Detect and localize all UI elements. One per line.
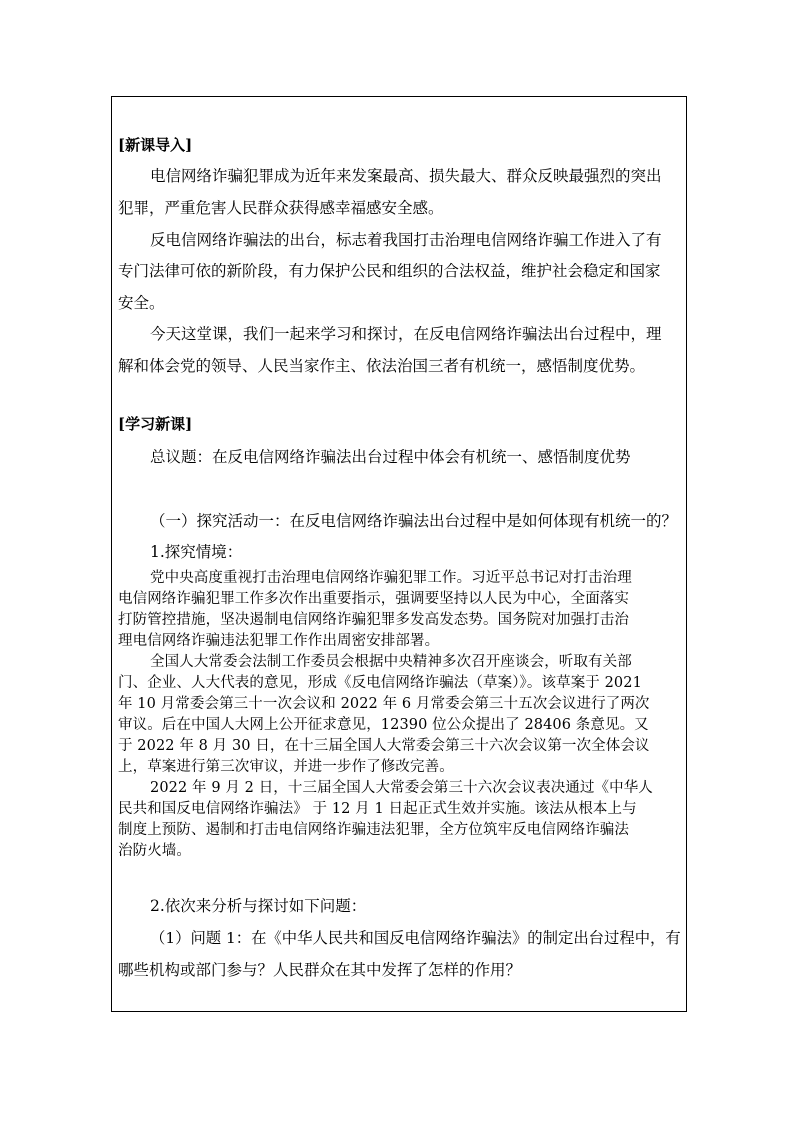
scenario-para1-line4: 理电信网络诈骗违法犯罪工作作出周密安排部署。	[118, 633, 440, 649]
scenario-para1-line1: 党中央高度重视打击治理电信网络诈骗犯罪工作。习近平总书记对打击治理	[150, 570, 632, 586]
scenario-para2-line1: 全国人大常委会法制工作委员会根据中央精神多次召开座谈会，听取有关部	[150, 654, 632, 670]
scenario-para3-line2: 民共和国反电信网络诈骗法》 于 12 月 1 日起正式生效并实施。该法从根本上与	[118, 801, 637, 817]
scenario-para3-line3: 制度上预防、遏制和打击电信网络诈骗违法犯罪，全方位筑牢反电信网络诈骗法	[118, 822, 629, 838]
question1-line1: （1）问题 1：在《中华人民共和国反电信网络诈骗法》的制定出台过程中，有	[150, 929, 681, 947]
scenario-para2-line6: 上，草案进行第三次审议，并进一步作了修改完善。	[118, 759, 454, 775]
overall-topic: 总议题：在反电信网络诈骗法出台过程中体会有机统一、感悟制度优势	[150, 448, 631, 466]
scenario-title: 1.探究情境：	[150, 543, 243, 561]
section-heading-new-study: [学习新课]	[118, 415, 193, 433]
intro-p2-line3: 安全。	[118, 294, 165, 312]
intro-p2-line1: 反电信网络诈骗法的出台，标志着我国打击治理电信网络诈骗工作进入了有	[150, 231, 662, 249]
scenario-para2-line5: 于 2022 年 8 月 30 日，在十三届全国人大常委会第三十六次会议第一次全体会议	[118, 738, 650, 754]
scenario-para3-line4: 治防火墙。	[118, 843, 191, 859]
scenario-para3-line1: 2022 年 9 月 2 日，十三届全国人大常委会第三十六次会议表决通过《中华人	[150, 780, 653, 796]
scenario-para1-line2: 电信网络诈骗犯罪工作多次作出重要指示，强调要坚持以人民为中心，全面落实	[118, 591, 629, 607]
scenario-para2-line4: 审议。后在中国人大网上公开征求意见，12390 位公众提出了 28406 条意见。又	[118, 717, 649, 733]
intro-p1-line1: 电信网络诈骗犯罪成为近年来发案最高、损失最大、群众反映最强烈的突出	[150, 167, 662, 185]
scenario-para2-line2: 门、企业、人大代表的意见，形成《反电信网络诈骗法（草案）》。该草案于 2021	[118, 675, 642, 691]
scenario-para2-line3: 年 10 月常委会第三十一次会议和 2022 年 6 月常委会第三十五次会议进行了两次	[118, 696, 650, 712]
intro-p2-line2: 专门法律可依的新阶段，有力保护公民和组织的合法权益，维护社会稳定和国家	[118, 262, 661, 280]
scenario-para1-line3: 打防管控措施，坚决遏制电信网络诈骗犯罪多发高发态势。国务院对加强打击治	[118, 612, 629, 628]
intro-p1-line2: 犯罪，严重危害人民群众获得感幸福感安全感。	[118, 199, 444, 217]
intro-p3-line1: 今天这堂课，我们一起来学习和探讨，在反电信网络诈骗法出台过程中，理	[150, 325, 662, 343]
activity-one-title: （一）探究活动一：在反电信网络诈骗法出台过程中是如何体现有机统一的？	[150, 512, 678, 530]
section-heading-new-lesson: [新课导入]	[118, 136, 193, 154]
question1-line2: 哪些机构或部门参与？人民群众在其中发挥了怎样的作用？	[118, 961, 522, 979]
intro-p3-line2: 解和体会党的领导、人民当家作主、依法治国三者有机统一，感悟制度优势。	[118, 357, 646, 375]
analysis-title: 2.依次来分析与探讨如下问题：	[150, 897, 367, 915]
